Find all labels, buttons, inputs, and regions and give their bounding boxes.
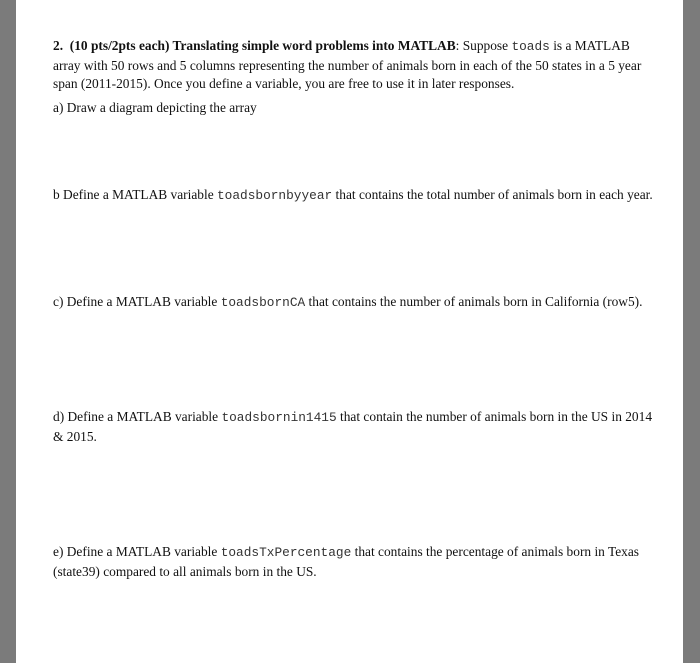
part-a-text: Draw a diagram depicting the array [63,100,257,115]
part-e-text-after: that contains the percentage of animals born in Texas (state39) compared to all animals born in the US. [53,544,639,579]
part-c-text-after: that contains the number of animals born in California (row5). [305,294,643,309]
part-e-text-before: Define a MATLAB variable [63,544,221,559]
part-a [53,99,653,118]
document-page [16,0,683,663]
variable-toadsbornin1415: toadsbornin1415 [221,410,337,425]
part-e-label: e) [53,544,64,559]
variable-toads: toads [511,39,550,54]
part-b-text-after: that contains the total number of animals born in each year. [332,187,653,202]
question-number: 2. [53,38,64,53]
part-b [53,186,653,206]
part-d-text-before: Define a MATLAB variable [64,409,222,424]
part-c [53,293,653,313]
part-d [53,408,653,446]
intro-text-before: Suppose [459,38,512,53]
part-d-text-after: that contain the number of animals born in the US in 2014 & 2015. [53,409,653,444]
part-c-text-before: Define a MATLAB variable [63,294,221,309]
part-c-label: c) [53,294,64,309]
part-d-label: d) [53,409,65,424]
question-header: (10 pts/2pts each) Translating simple word problems into MATLAB [69,38,456,53]
part-a-label: a) [53,100,64,115]
part-b-text-before: Define a MATLAB variable [59,187,217,202]
question-intro [53,37,653,94]
variable-toadsbornbyyear: toadsbornbyyear [217,188,333,203]
part-b-label: b [53,187,60,202]
part-e [53,543,653,581]
question-colon: : [455,38,460,53]
intro-text-after: is a MATLAB array with 50 rows and 5 columns representing the number of animals born in each of the 50 states in a 5 year span (2011-2015). Once you define a variable, you are free to use it in later responses. [53,38,642,91]
question-content [53,37,653,579]
variable-toadsbornca: toadsbornCA [220,295,306,310]
variable-toadstxpercentage: toadsTxPercentage [220,545,352,560]
